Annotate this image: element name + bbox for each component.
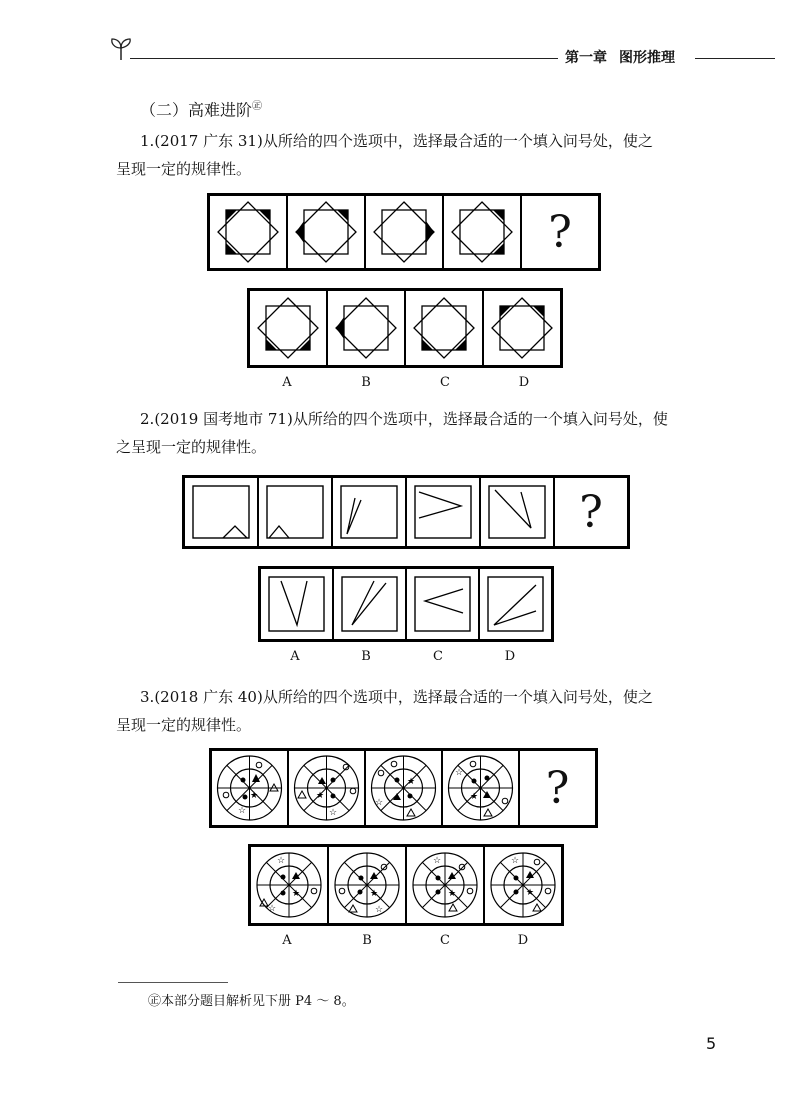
- q3-question-mark: ?: [519, 750, 596, 826]
- q1-figure-1: [209, 195, 287, 269]
- footnote-mark: ㊣: [148, 994, 162, 1009]
- question-3-text: 3.(2018 广东 40)从所给的四个选项中，选择最合适的一个填入问号处，使之: [140, 688, 653, 706]
- footnote: ㊣本部分题目解析见下册 P4 ～ 8。: [148, 994, 355, 1009]
- q1-label-d: D: [518, 375, 530, 390]
- svg-text:☆: ☆: [510, 856, 520, 866]
- question-2-text: 2.(2019 国考地市 71)从所给的四个选项中，选择最合适的一个填入问号处，使: [140, 410, 668, 428]
- q2-option-c[interactable]: [406, 568, 479, 640]
- q2-figure-4: [406, 477, 480, 547]
- q3-option-a[interactable]: [250, 846, 328, 924]
- q1-label-c: C: [440, 375, 450, 390]
- q2-question-mark: ?: [554, 477, 628, 547]
- svg-text:★: ★: [469, 792, 479, 802]
- svg-text:☆: ☆: [374, 798, 384, 808]
- q1-option-d[interactable]: [483, 290, 561, 366]
- q3-figure-1: [211, 750, 288, 826]
- q3-figure-4: [442, 750, 519, 826]
- section-title: （二）高难进阶㊣: [140, 100, 263, 120]
- header-chapter: 第一章 图形推理: [565, 50, 675, 66]
- q1-figure-4: [443, 195, 521, 269]
- question-3-options-row: [248, 844, 564, 926]
- q3-figure-3: [365, 750, 442, 826]
- svg-text:★: ★: [315, 791, 325, 801]
- q3-option-b[interactable]: [328, 846, 406, 924]
- q1-figure-2: [287, 195, 365, 269]
- q1-label-b: B: [361, 375, 371, 390]
- question-1-text-line2: 呈现一定的规律性。: [116, 160, 252, 178]
- q2-label-d: D: [504, 649, 516, 664]
- q2-label-c: C: [433, 649, 443, 664]
- question-1-stem-row: [207, 193, 601, 271]
- q2-label-a: A: [290, 649, 300, 664]
- q2-figure-5: [480, 477, 554, 547]
- svg-text:★: ★: [291, 889, 301, 899]
- svg-text:★: ★: [525, 888, 535, 898]
- header-rule-right: [695, 58, 775, 59]
- q1-figure-3: [365, 195, 443, 269]
- question-2-stem-row: [182, 475, 630, 549]
- svg-text:☆: ☆: [454, 768, 464, 778]
- q3-label-d: D: [517, 933, 529, 948]
- svg-text:☆: ☆: [276, 856, 286, 866]
- footnote-rule: [118, 982, 228, 983]
- q3-label-c: C: [440, 933, 450, 948]
- q1-option-a[interactable]: [249, 290, 327, 366]
- q2-option-a[interactable]: [260, 568, 333, 640]
- question-3-stem-row: [209, 748, 598, 828]
- svg-text:☆: ☆: [237, 806, 247, 816]
- q3-option-d[interactable]: [484, 846, 562, 924]
- q2-figure-3: [332, 477, 406, 547]
- q2-option-d[interactable]: [479, 568, 552, 640]
- svg-text:☆: ☆: [432, 856, 442, 866]
- svg-text:★: ★: [249, 791, 259, 801]
- q2-figure-2: [258, 477, 332, 547]
- svg-text:★: ★: [406, 777, 416, 787]
- q2-figure-1: [184, 477, 258, 547]
- q1-question-mark: ?: [521, 195, 599, 269]
- svg-text:☆: ☆: [267, 904, 277, 914]
- svg-text:☆: ☆: [374, 905, 384, 915]
- header-rule-left: [130, 58, 558, 59]
- q1-label-a: A: [282, 375, 292, 390]
- question-3-text-line2: 呈现一定的规律性。: [116, 716, 252, 734]
- q3-label-b: B: [362, 933, 372, 948]
- q3-option-c[interactable]: [406, 846, 484, 924]
- q2-option-b[interactable]: [333, 568, 406, 640]
- q1-option-b[interactable]: [327, 290, 405, 366]
- svg-text:★: ★: [447, 889, 457, 899]
- sprout-logo-icon: [108, 36, 134, 66]
- q1-option-c[interactable]: [405, 290, 483, 366]
- question-1-text: 1.(2017 广东 31)从所给的四个选项中，选择最合适的一个填入问号处，使之: [140, 132, 653, 150]
- question-2-options-row: [258, 566, 554, 642]
- q3-label-a: A: [282, 933, 292, 948]
- q2-label-b: B: [361, 649, 371, 664]
- question-2-text-line2: 之呈现一定的规律性。: [116, 438, 267, 456]
- svg-text:☆: ☆: [328, 808, 338, 818]
- question-1-options-row: [247, 288, 563, 368]
- q3-figure-2: [288, 750, 365, 826]
- page-number: 5: [706, 1034, 717, 1053]
- svg-text:★: ★: [369, 889, 379, 899]
